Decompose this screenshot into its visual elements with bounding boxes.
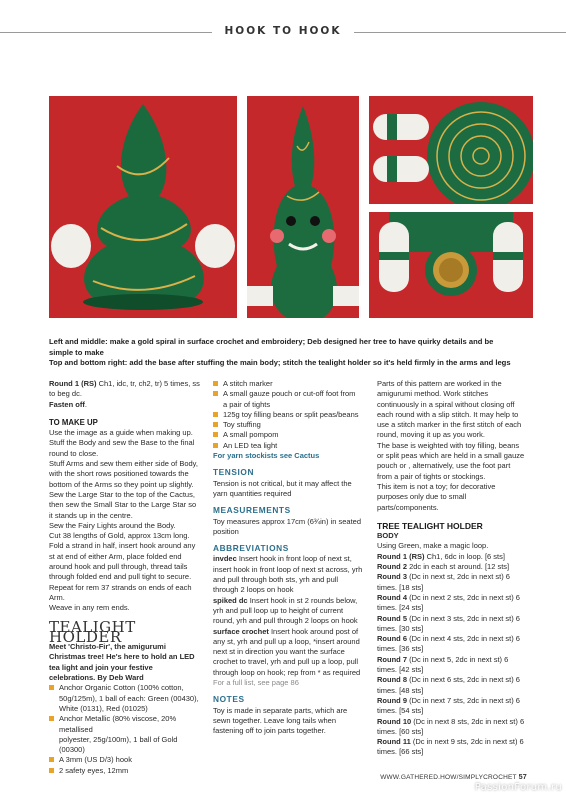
magic-loop-instruction: Using Green, make a magic loop. bbox=[377, 541, 489, 551]
col1-fasten-off: Fasten off. bbox=[49, 399, 87, 409]
material-item-10: An LED tea light bbox=[213, 441, 365, 451]
round-instruction: Round 8 (Dc in next 6 sts, 2dc in next st) 6 times. [48 sts] bbox=[377, 675, 520, 695]
arms-paragraph: Stuff Arms and sew them either side of Body, with the short rows positioned towards the bottom of the Arms so they point up slightly. bbox=[49, 459, 198, 489]
material-item-5: A stitch marker bbox=[213, 379, 365, 389]
not-a-toy-paragraph: This item is not a toy; for decorative purposes only due to small parts/components. bbox=[377, 481, 496, 512]
caption-line-2: Top and bottom right: add the base after stuffing the main body; stitch the tealight holder so it's held firmly in the arms and legs bbox=[49, 358, 511, 367]
weave-paragraph: Weave in any rem ends. bbox=[49, 603, 130, 613]
round-instruction: Round 2 2dc in each st around. [12 sts] bbox=[377, 562, 510, 572]
page-footer bbox=[380, 772, 527, 781]
intro-paragraph: Meet 'Christo-Fir', the amigurumi Christmas tree! He's here to hold an LED tea light and join your festive celebrations. By Deb Ward bbox=[49, 642, 195, 683]
notes-paragraph: Toy is made in separate parts, which are sewn together. Leave long tails when fastening off to join parts together. bbox=[213, 705, 348, 736]
column-3 bbox=[377, 379, 527, 758]
round-instruction: Round 7 (Dc in next 5, 2dc in next st) 6 times. [42 sts] bbox=[377, 654, 509, 675]
full-list-link[interactable]: For a full list, see page 86 bbox=[213, 678, 299, 688]
material-item-3: A 3mm (US D/3) hook bbox=[49, 755, 201, 765]
column-2 bbox=[213, 379, 365, 737]
tension-heading: TENSION bbox=[213, 467, 255, 478]
page-header-title: HOOK TO HOOK bbox=[224, 25, 342, 37]
photo-tree-back bbox=[49, 96, 237, 318]
round-instruction: Round 5 (Dc in next 3 sts, 2dc in next st) 6 times. [30 sts] bbox=[377, 613, 520, 633]
cut-paragraph: Cut 38 lengths of Gold, approx 13cm long. Fold a strand in half, insert hook around any st at end of either Arm, place folded end around hook and pull through, thread tails through folded end and pull tight to secure. Repeat for rem 37 strands on ends of each Arm. bbox=[49, 531, 196, 602]
material-item-4: 2 safety eyes, 12mm bbox=[49, 766, 201, 776]
material-item-7: 125g toy filling beans or split peas/beans bbox=[213, 410, 365, 420]
page-number: 57 bbox=[518, 772, 527, 781]
abbr-surface-crochet: surface crochet Insert hook around post of any st, yrh and pull up a loop, *insert around next st in direction you want the surface crochet to travel, yrh and pull up a loop, pull through loop on hook; rep from * as required bbox=[213, 626, 361, 677]
amigurumi-paragraph: Parts of this pattern are worked in the amigurumi method. Work stitches continuously in a spiral without closing off each round with a slip stitch. It may help to use a stitch marker in the first stitch of each round, moving it up as you work. bbox=[377, 379, 522, 440]
column-1 bbox=[49, 379, 201, 776]
round-instruction: Round 10 (Dc in next 8 sts, 2dc in next st) 6 times. [60 sts] bbox=[377, 716, 525, 736]
base-paragraph: The base is weighted with toy filling, beans or split peas which are held in a small gauze pouch or , alternatively, use the foot part from a pair of tights or stockings. bbox=[377, 440, 525, 481]
material-item-8: Toy stuffing bbox=[213, 420, 365, 430]
round-instruction: Round 1 (RS) Ch1, 6dc in loop. [6 sts] bbox=[377, 551, 505, 561]
tealight-holder-title: TEALIGHT HOLDER bbox=[49, 617, 136, 646]
material-item-6: A small gauze pouch or cut-off foot from a pair of tights bbox=[213, 389, 365, 410]
abbr-invdec: invdec Insert hook in front loop of next st, insert hook in front loop of next st across, yrh and pull through both sts, yrh and pull through 2 loops on hook bbox=[213, 554, 363, 595]
tree-tealight-holder-heading: TREE TEALIGHT HOLDER bbox=[377, 520, 483, 531]
star-paragraph: Sew the Large Star to the top of the Cactus, then sew the Small Star to the Large Star so it stands up in the centre. bbox=[49, 489, 197, 520]
photo-tree-front bbox=[247, 96, 359, 318]
round-instruction: Round 11 (Dc in next 9 sts, 2dc in next st) 6 times. [66 sts] bbox=[377, 737, 524, 757]
make-up-paragraph: Use the image as a guide when making up. Stuff the Body and sew the Base to the final round to close. bbox=[49, 428, 195, 458]
measurements-heading: MEASUREMENTS bbox=[213, 505, 291, 516]
to-make-up-heading: TO MAKE UP bbox=[49, 417, 98, 427]
col1-round1: Round 1 (RS) Ch1, idc, tr, ch2, tr) 5 times, ss to beg dc. bbox=[49, 379, 200, 399]
photo-caption bbox=[49, 337, 519, 369]
yarn-stockists-note: For yarn stockists see Cactus bbox=[213, 451, 320, 461]
material-item-9: A small pompom bbox=[213, 430, 365, 440]
fairy-paragraph: Sew the Fairy Lights around the Body. bbox=[49, 520, 176, 530]
notes-heading: NOTES bbox=[213, 694, 245, 705]
measurements-paragraph: Toy measures approx 17cm (6¾in) in seated position bbox=[213, 516, 361, 536]
abbreviations-heading: ABBREVIATIONS bbox=[213, 543, 289, 554]
round-instruction: Round 3 (Dc in next st, 2dc in next st) 6 times. [18 sts] bbox=[377, 572, 510, 592]
tension-paragraph: Tension is not critical, but it may affect the yarn quantities required bbox=[213, 478, 352, 498]
material-item-1: Anchor Organic Cotton (100% cotton, 50g/125m), 1 ball of each: Green (00430), White (0131), Red (01025) bbox=[49, 683, 201, 714]
caption-line-1: Left and middle: make a gold spiral in surface crochet and embroidery; Deb designed her tree to have quirky details and be simple to make bbox=[49, 337, 494, 357]
round-instruction: Round 4 (Dc in next 2 sts, 2dc in next st) 6 times. [24 sts] bbox=[377, 592, 520, 613]
footer-url: WWW.GATHERED.HOW/SIMPLYCROCHET bbox=[380, 774, 517, 781]
round-instruction: Round 6 (Dc in next 4 sts, 2dc in next st) 6 times. [36 sts] bbox=[377, 634, 520, 654]
abbr-spiked-dc: spiked dc Insert hook in st 2 rounds below, yrh and pull loop up to height of current round, yrh and pull through 2 loops on hook bbox=[213, 595, 358, 626]
material-item-2: Anchor Metallic (80% viscose, 20% metallised polyester, 25g/100m), 1 ball of Gold (00300) bbox=[49, 714, 201, 755]
rounds-list bbox=[377, 552, 527, 758]
photo-base-spiral bbox=[369, 96, 533, 204]
body-subheading: BODY bbox=[377, 531, 399, 541]
header-rule-right bbox=[354, 32, 566, 33]
watermark-text: PassionForum.ru bbox=[474, 782, 562, 793]
round-instruction: Round 9 (Dc in next 7 sts, 2dc in next st) 6 times. [54 sts] bbox=[377, 695, 520, 716]
photo-tealight-holder bbox=[369, 212, 533, 318]
